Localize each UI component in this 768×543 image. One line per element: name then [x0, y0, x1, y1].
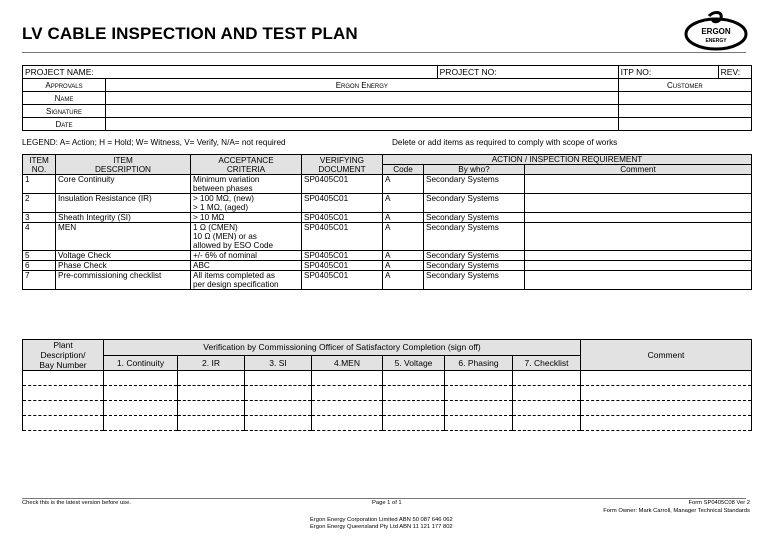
verification-cell[interactable]: [178, 416, 245, 431]
verification-cell[interactable]: [383, 386, 445, 401]
by-who-cell: Secondary Systems: [424, 175, 525, 194]
legend-note: Delete or add items as required to comply with scope of works: [392, 138, 618, 147]
item-desc-cell: Sheath Integrity (SI): [56, 213, 191, 223]
verification-cell[interactable]: [383, 416, 445, 431]
verification-cell[interactable]: [104, 416, 178, 431]
col-voltage: 5. Voltage: [383, 355, 445, 371]
page-title: LV CABLE INSPECTION AND TEST PLAN: [22, 24, 358, 43]
item-desc-header-line1: ITEM: [113, 155, 133, 165]
item-no-cell: 2: [23, 194, 56, 213]
verification-cell[interactable]: [178, 386, 245, 401]
verifying-doc-cell: SP0405C01: [302, 251, 383, 261]
col-phasing: 6. Phasing: [445, 355, 513, 371]
criteria-line: 1 Ω (CMEN): [193, 223, 238, 232]
code-cell: A: [383, 194, 424, 213]
criteria-cell: [191, 223, 302, 251]
criteria-line: allowed by ESO Code: [193, 241, 274, 250]
itp-no-label: ITP NO:: [618, 66, 718, 79]
verification-cell[interactable]: [513, 401, 581, 416]
criteria-line: +/- 6% of nominal: [193, 251, 257, 260]
item-desc-cell: Pre-commissioning checklist: [56, 271, 191, 290]
table-row: [23, 261, 752, 271]
comment-cell[interactable]: [525, 223, 752, 251]
criteria-line: between phases: [193, 184, 253, 193]
criteria-line: All items completed as: [193, 271, 275, 280]
verification-cell[interactable]: [581, 371, 752, 386]
plant-header-line1: Plant: [53, 340, 73, 350]
logo-line1: ERGON: [701, 27, 731, 36]
verification-cell[interactable]: [104, 401, 178, 416]
verification-cell[interactable]: [23, 401, 104, 416]
footer-page: Page 1 of 1: [372, 500, 402, 506]
item-no-cell: 6: [23, 261, 56, 271]
col-men: 4.MEN: [312, 355, 383, 371]
code-header: Code: [383, 165, 424, 175]
verifying-doc-cell: SP0405C01: [302, 223, 383, 251]
criteria-cell: [191, 175, 302, 194]
comment-cell[interactable]: [525, 213, 752, 223]
item-desc-header-line2: DESCRIPTION: [95, 164, 151, 174]
date-label: Date: [23, 118, 106, 131]
project-header-table: [22, 65, 752, 131]
legend-text: LEGEND: A= Action; H = Hold; W= Witness, V= Verify, N/A= not required: [22, 138, 286, 147]
verification-cell[interactable]: [445, 401, 513, 416]
plant-header-line3: Bay Number: [39, 360, 87, 370]
item-desc-cell: Core Continuity: [56, 175, 191, 194]
verification-cell[interactable]: [581, 386, 752, 401]
comment-cell[interactable]: [525, 251, 752, 261]
criteria-cell: [191, 271, 302, 290]
verifying-doc-cell: SP0405C01: [302, 194, 383, 213]
ergon-signature-field[interactable]: [106, 105, 619, 118]
verifying-header-line1: VERIFYING: [319, 155, 365, 165]
verifying-header-line2: DOCUMENT: [318, 164, 366, 174]
verification-table: [22, 339, 752, 431]
verification-cell[interactable]: [383, 371, 445, 386]
table-row: [23, 194, 752, 213]
verification-row: [23, 416, 752, 431]
criteria-header: [191, 155, 302, 175]
ergon-energy-logo: [683, 10, 749, 52]
verifying-doc-cell: SP0405C01: [302, 213, 383, 223]
verification-cell[interactable]: [445, 416, 513, 431]
verification-cell[interactable]: [513, 416, 581, 431]
customer-name-field[interactable]: [618, 92, 751, 105]
rev-label: REV:: [718, 66, 751, 79]
code-cell: A: [383, 271, 424, 290]
logo-line2: ENERGY: [705, 38, 727, 44]
verification-cell[interactable]: [245, 401, 312, 416]
verification-cell[interactable]: [513, 371, 581, 386]
by-who-cell: Secondary Systems: [424, 213, 525, 223]
col-ir: 2. IR: [178, 355, 245, 371]
by-who-cell: Secondary Systems: [424, 261, 525, 271]
footer-divider: [22, 498, 746, 499]
criteria-line: > 10 MΩ: [193, 213, 225, 222]
approvals-label: Approvals: [23, 79, 106, 92]
criteria-cell: [191, 213, 302, 223]
project-no-label: PROJECT NO:: [437, 66, 618, 79]
code-cell: A: [383, 261, 424, 271]
comment-cell[interactable]: [525, 271, 752, 290]
verification-cell[interactable]: [581, 416, 752, 431]
itp-table: [22, 154, 752, 290]
action-header: ACTION / INSPECTION REQUIREMENT: [383, 155, 752, 165]
by-who-cell: Secondary Systems: [424, 223, 525, 251]
criteria-line: Minimum variation: [193, 175, 260, 184]
item-no-cell: 4: [23, 223, 56, 251]
comment-cell[interactable]: [525, 175, 752, 194]
item-desc-header: [56, 155, 191, 175]
by-who-cell: Secondary Systems: [424, 251, 525, 261]
code-cell: A: [383, 213, 424, 223]
criteria-cell: [191, 261, 302, 271]
verification-cell[interactable]: [104, 386, 178, 401]
name-label: Name: [23, 92, 106, 105]
item-no-cell: 1: [23, 175, 56, 194]
item-desc-cell: Voltage Check: [56, 251, 191, 261]
verification-cell[interactable]: [23, 386, 104, 401]
verification-cell[interactable]: [245, 371, 312, 386]
verification-cell[interactable]: [383, 401, 445, 416]
verification-cell[interactable]: [312, 371, 383, 386]
item-desc-cell: Phase Check: [56, 261, 191, 271]
comment-cell[interactable]: [525, 194, 752, 213]
verification-row: [23, 371, 752, 386]
footer-owner: Form Owner: Mark Carroll, Manager Technical Standards: [603, 508, 750, 514]
verification-cell[interactable]: [312, 386, 383, 401]
verification-cell[interactable]: [178, 371, 245, 386]
verification-cell[interactable]: [513, 386, 581, 401]
item-no-header: [23, 155, 56, 175]
by-who-cell: Secondary Systems: [424, 194, 525, 213]
footer-form: Form SP0405C08 Ver 2: [688, 500, 750, 506]
criteria-header-line2: CRITERIA: [226, 164, 266, 174]
verifying-doc-cell: SP0405C01: [302, 271, 383, 290]
verification-cell[interactable]: [178, 401, 245, 416]
verification-cell[interactable]: [104, 371, 178, 386]
customer-label: Customer: [618, 79, 751, 92]
criteria-line: ABC: [193, 261, 210, 270]
col-checklist: 7. Checklist: [513, 355, 581, 371]
criteria-line: > 100 MΩ, (new): [193, 194, 254, 203]
criteria-line: 10 Ω (MEN) or as: [193, 232, 257, 241]
verification-cell[interactable]: [581, 401, 752, 416]
verification-heading: Verification by Commissioning Officer of Satisfactory Completion (sign off): [104, 340, 581, 356]
footer-version-note: Check this is the latest version before use.: [22, 500, 131, 506]
criteria-line: > 1 MΩ, (aged): [193, 203, 249, 212]
ergon-date-field[interactable]: [106, 118, 619, 131]
footer-corp2: Ergon Energy Queensland Pty Ltd ABN 11 121 177 802: [310, 524, 453, 530]
criteria-cell: [191, 251, 302, 261]
criteria-line: per design specification: [193, 280, 279, 289]
code-cell: A: [383, 175, 424, 194]
verifying-doc-cell: SP0405C01: [302, 175, 383, 194]
customer-signature-field[interactable]: [618, 105, 751, 118]
item-no-cell: 7: [23, 271, 56, 290]
item-desc-cell: Insulation Resistance (IR): [56, 194, 191, 213]
code-cell: A: [383, 251, 424, 261]
comment-cell[interactable]: [525, 261, 752, 271]
table-row: [23, 251, 752, 261]
by-who-header: By who?: [424, 165, 525, 175]
ergon-name-field[interactable]: [106, 92, 619, 105]
plant-header-line2: Description/: [40, 350, 86, 360]
verifying-doc-cell: SP0405C01: [302, 261, 383, 271]
verification-cell[interactable]: [445, 386, 513, 401]
table-row: [23, 271, 752, 290]
comment-header: Comment: [525, 165, 752, 175]
item-no-header-line2: NO.: [31, 164, 47, 174]
verification-cell[interactable]: [445, 371, 513, 386]
plant-header: [23, 340, 104, 371]
verification-cell[interactable]: [312, 401, 383, 416]
col-si: 3. SI: [245, 355, 312, 371]
verification-cell[interactable]: [245, 386, 312, 401]
verification-row: [23, 386, 752, 401]
verification-row: [23, 401, 752, 416]
item-no-cell: 5: [23, 251, 56, 261]
verifying-header: [302, 155, 383, 175]
col-continuity: 1. Continuity: [104, 355, 178, 371]
verification-cell[interactable]: [312, 416, 383, 431]
signature-label: Signature: [23, 105, 106, 118]
item-no-header-line1: ITEM: [29, 155, 49, 165]
footer-corp1: Ergon Energy Corporation Limited ABN 50 087 646 062: [310, 517, 453, 523]
by-who-cell: Secondary Systems: [424, 271, 525, 290]
code-cell: A: [383, 223, 424, 251]
criteria-header-line1: ACCEPTANCE: [218, 155, 274, 165]
title-divider: [22, 52, 746, 53]
verification-cell[interactable]: [23, 371, 104, 386]
customer-date-field[interactable]: [618, 118, 751, 131]
project-name-label: PROJECT NAME:: [23, 66, 438, 79]
verification-comment-header: Comment: [581, 340, 752, 371]
item-desc-cell: MEN: [56, 223, 191, 251]
verification-cell[interactable]: [23, 416, 104, 431]
verification-cell[interactable]: [245, 416, 312, 431]
item-no-cell: 3: [23, 213, 56, 223]
ergon-energy-label: Ergon Energy: [106, 79, 619, 92]
table-row: [23, 223, 752, 251]
criteria-cell: [191, 194, 302, 213]
table-row: [23, 213, 752, 223]
table-row: [23, 175, 752, 194]
